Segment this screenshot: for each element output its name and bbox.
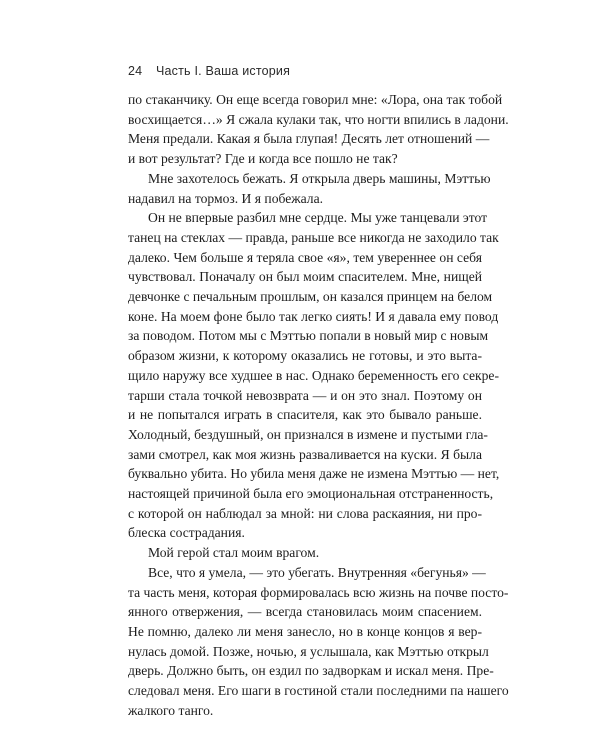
- text-line: Все, что я умела, — это убегать. Внутренняя «бегунья» —: [148, 564, 486, 580]
- text-line: зами смотрел, как моя жизнь разваливается на куски. Я была: [128, 446, 482, 462]
- text-line: далеко. Чем больше я теряла свое «я», тем увереннее он себя: [128, 249, 482, 265]
- text-line: блеска сострадания.: [128, 525, 245, 541]
- text-line: Не помню, далеко ли меня занесло, но в конце концов я вер-: [128, 623, 482, 639]
- text-line: жалкого танго.: [128, 702, 214, 718]
- text-line: надавил на тормоз. И я побежала.: [128, 190, 324, 206]
- text-line: с которой он наблюдал за мной: ни слова раскаяния, ни про-: [128, 505, 482, 521]
- text-line: Холодный, бездушный, он признался в измене и пустыми гла-: [128, 426, 488, 442]
- paragraph: [128, 563, 509, 721]
- text-line: образом жизни, к которому оказались не готовы, и это выта-: [128, 348, 482, 364]
- text-line: нулась домой. Позже, ночью, я услышала, как Мэттью открыл: [128, 643, 489, 659]
- text-line: Мне захотелось бежать. Я открыла дверь машины, Мэттью: [148, 170, 491, 186]
- text-line: та часть меня, которая формировалась всю жизнь на почве посто-: [128, 584, 509, 600]
- body-text: [128, 90, 509, 721]
- running-head: [128, 64, 290, 78]
- paragraph: [128, 208, 500, 543]
- text-line: Мой герой стал моим врагом.: [148, 545, 320, 561]
- text-line: буквально убита. Но убила меня даже не измена Мэттью — нет,: [128, 466, 500, 482]
- text-line: Меня предали. Какая я была глупая! Десять лет отношений —: [128, 131, 490, 147]
- text-line: янного отвержения, — всегда становилась моим спасением.: [128, 604, 482, 620]
- text-line: по стаканчику. Он еще всегда говорил мне: «Лора, она так тобой: [128, 92, 503, 107]
- text-line: и вот результат? Где и когда все пошло не так?: [128, 151, 398, 167]
- text-line: щило наружу все худшее в нас. Однако беременность его секре-: [128, 367, 499, 383]
- text-line: танец на стеклах — правда, раньше все никогда не заходило так: [128, 229, 499, 245]
- section-title: Часть I. Ваша история: [156, 64, 291, 78]
- text-line: Он не впервые разбил мне сердце. Мы уже танцевали этот: [148, 210, 488, 226]
- text-line: девчонке с печальным прошлым, он казался принцем на белом: [128, 289, 493, 305]
- text-line: и не попытался играть в спасителя, как это бывало раньше.: [128, 407, 482, 423]
- text-line: восхищается…» Я сжала кулаки так, что ногти впились в ладони.: [128, 111, 509, 127]
- text-line: за поводом. Потом мы с Мэттью попали в новый мир с новым: [128, 328, 489, 344]
- text-line: чувствовал. Поначалу он был моим спасителем. Мне, нищей: [128, 269, 482, 285]
- paragraph: [128, 90, 509, 169]
- paragraph: [128, 169, 491, 208]
- text-line: тарши стала точкой невозврата — и он это знал. Поэтому он: [128, 387, 482, 403]
- text-line: следовал меня. Его шаги в гостиной стали последними па нашего: [128, 683, 509, 699]
- text-line: дверь. Должно быть, он ездил по задворкам и искал меня. Пре-: [128, 663, 494, 679]
- page-number: 24: [128, 64, 143, 78]
- text-line: настоящей причиной была его эмоциональная отстраненность,: [128, 486, 494, 502]
- text-line: коне. На моем фоне было так легко сиять! И я давала ему повод: [128, 308, 499, 324]
- paragraph: [128, 543, 482, 563]
